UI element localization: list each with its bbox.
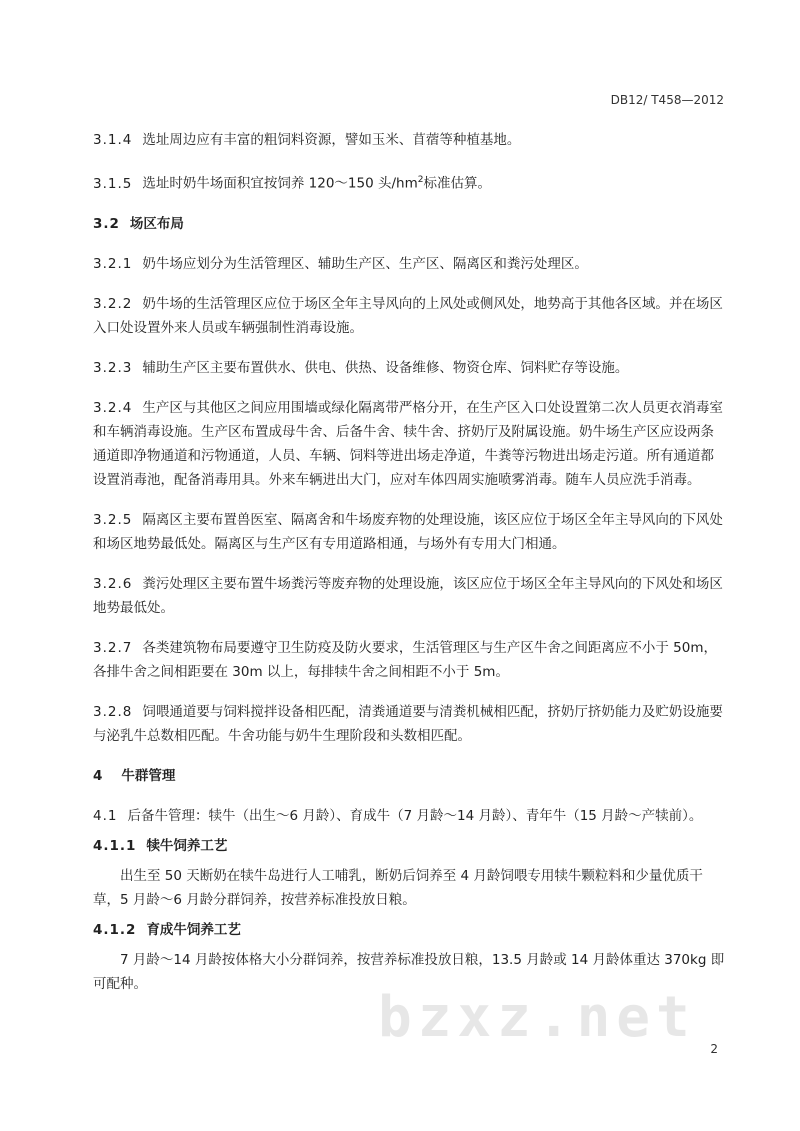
section-number: 3.2 <box>93 215 120 232</box>
clause-text: 隔离区主要布置兽医室、隔离舍和牛场废弃物的处理设施，该区应位于场区全年主导风向的下风处和场区地势最低处。隔离区与生产区有专用道路相通，与场外有专用大门相通。 <box>93 511 723 552</box>
clause-number: 3.2.7 <box>93 639 133 656</box>
clause-3-2-7 <box>93 636 725 684</box>
clause-3-2-6 <box>93 572 725 620</box>
clause-number: 4.1 <box>93 807 118 824</box>
clause-text: 辅助生产区主要布置供水、供电、供热、设备维修、物资仓库、饲料贮存等设施。 <box>142 359 629 376</box>
clause-4-1 <box>93 804 725 828</box>
section-heading-3-2 <box>93 212 725 236</box>
chapter-number: 4 <box>93 767 104 784</box>
clause-number: 3.2.1 <box>93 255 133 272</box>
subsection-number: 4.1.2 <box>93 921 137 938</box>
clause-number: 3.2.6 <box>93 575 133 592</box>
clause-number: 3.1.5 <box>93 175 133 192</box>
clause-3-2-1 <box>93 252 725 276</box>
clause-number: 3.2.3 <box>93 359 133 376</box>
subsection-title: 犊牛饲养工艺 <box>146 837 228 854</box>
clause-3-2-2 <box>93 292 725 340</box>
clause-number: 3.2.4 <box>93 399 133 416</box>
clause-text: 奶牛场的生活管理区应位于场区全年主导风向的上风处或侧风处，地势高于其他各区域。并在场区入口处设置外来人员或车辆强制性消毒设施。 <box>93 295 723 336</box>
clause-number: 3.2.8 <box>93 703 133 720</box>
subsection-heading-4-1-1 <box>93 834 725 858</box>
clause-3-2-4 <box>93 396 725 492</box>
clause-text-cont: 标准估算。 <box>423 175 491 192</box>
page-number: 2 <box>710 1042 718 1056</box>
subsection-title: 育成牛饲养工艺 <box>146 921 241 938</box>
clause-number: 3.2.5 <box>93 511 133 528</box>
document-body <box>93 128 725 1002</box>
clause-text: 奶牛场应划分为生活管理区、辅助生产区、生产区、隔离区和粪污处理区。 <box>142 255 588 272</box>
clause-text: 生产区与其他区之间应用围墙或绿化隔离带严格分开，在生产区入口处设置第二次人员更衣消毒室和车辆消毒设施。生产区布置成母牛舍、后备牛舍、犊牛舍、挤奶厅及附属设施。奶牛场生产区应设两条通道即净物通道和污物通道，人员、车辆、饲料等进出场走净道，牛粪等污物进出场走污道。所有通道都设置消毒池，配备消毒用具。外来车辆进出大门，应对车体四周实施喷雾消毒。随车人员应洗手消毒。 <box>93 399 723 488</box>
clause-3-1-5 <box>93 168 725 196</box>
clause-text: 选址周边应有丰富的粗饲料资源，譬如玉米、苜蓿等种植基地。 <box>142 132 521 148</box>
chapter-title: 牛群管理 <box>121 767 176 784</box>
section-title: 场区布局 <box>129 215 184 232</box>
clause-3-2-3 <box>93 356 725 380</box>
paragraph-heifer-rearing: 7 月龄～14 月龄按体格大小分群饲养，按营养标准投放日粮，13.5 月龄或 14 月龄体重达 370kg 即可配种。 <box>93 951 725 992</box>
subsection-number: 4.1.1 <box>93 837 137 854</box>
subsection-heading-4-1-2 <box>93 918 725 942</box>
clause-text: 饲喂通道要与饲料搅拌设备相匹配，清粪通道要与清粪机械相匹配，挤奶厅挤奶能力及贮奶设施要与泌乳牛总数相匹配。牛舍功能与奶牛生理阶段和头数相匹配。 <box>93 703 723 744</box>
clause-number: 3.2.2 <box>93 295 133 312</box>
site-watermark: bzxz.net <box>378 985 696 1050</box>
superscript: 2 <box>417 175 424 185</box>
chapter-heading-4 <box>93 764 725 788</box>
clause-text: 后备牛管理：犊牛（出生～6 月龄）、育成牛（7 月龄～14 月龄）、青年牛（15 月龄～产犊前）。 <box>127 807 703 824</box>
clause-3-2-8 <box>93 700 725 748</box>
clause-3-1-4 <box>93 128 725 152</box>
paragraph-calf-rearing: 出生至 50 天断奶在犊牛岛进行人工哺乳，断奶后饲养至 4 月龄饲喂专用犊牛颗粒料和少量优质干草，5 月龄～6 月龄分群饲养，按营养标准投放日粮。 <box>93 867 703 908</box>
clause-text: 粪污处理区主要布置牛场粪污等废弃物的处理设施，该区应位于场区全年主导风向的下风处和场区地势最低处。 <box>93 575 723 616</box>
document-code: DB12/ T458—2012 <box>610 93 724 107</box>
clause-text: 各类建筑物布局要遵守卫生防疫及防火要求，生活管理区与生产区牛舍之间距离应不小于 50m，各排牛舍之间相距要在 30m 以上，每排犊牛舍之间相距不小于 5m。 <box>93 639 717 680</box>
clause-number: 3.1.4 <box>93 132 133 148</box>
clause-3-2-5 <box>93 508 725 556</box>
clause-text: 选址时奶牛场面积宜按饲养 120～150 头/hm <box>142 175 418 192</box>
